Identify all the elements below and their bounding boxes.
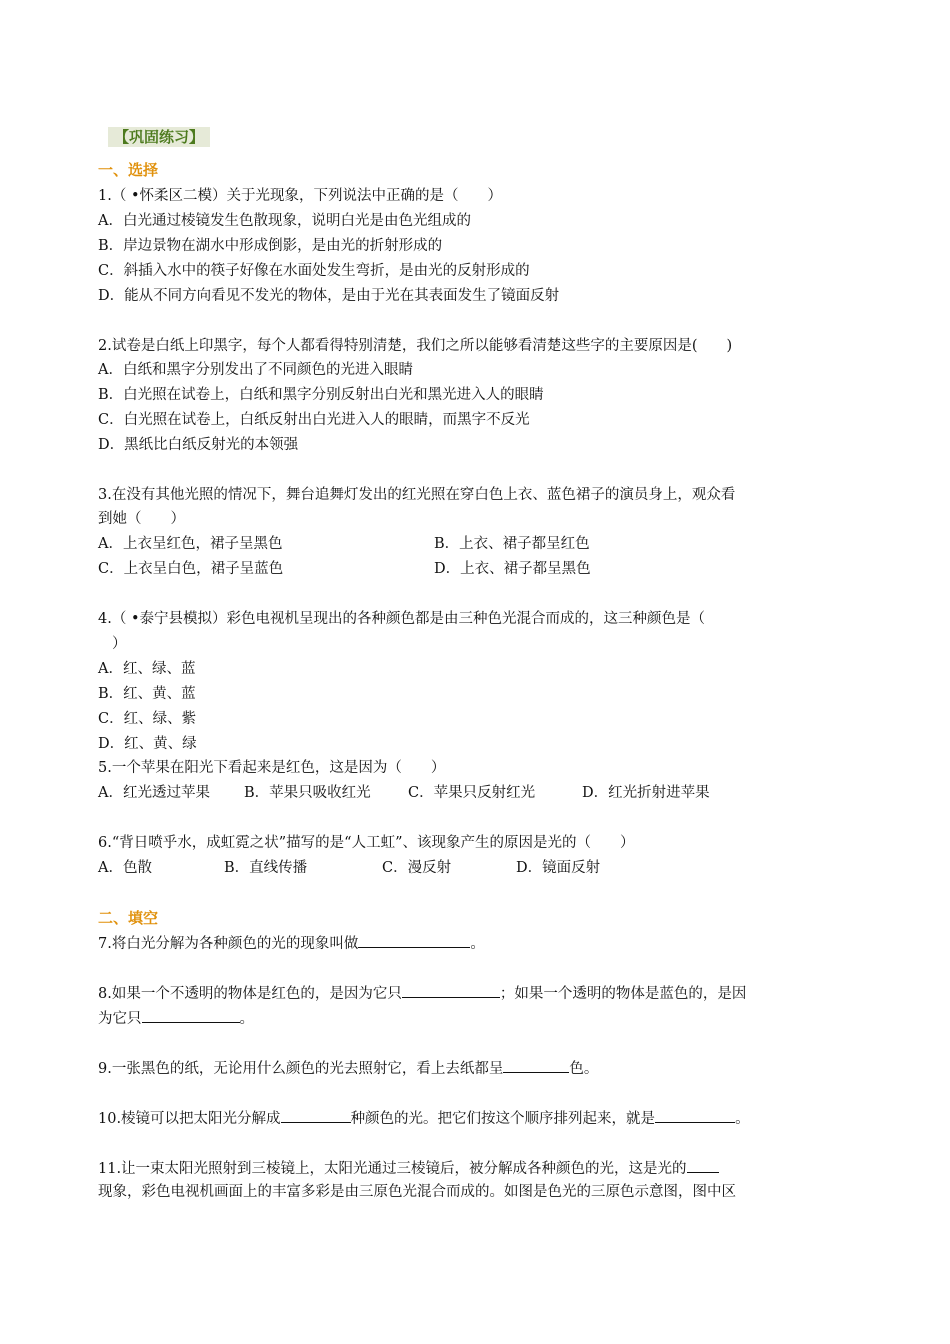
answer-blank[interactable] (687, 1158, 719, 1173)
answer-blank[interactable] (503, 1058, 569, 1073)
question-6-stem: 6.“背日喷乎水，成虹霓之状”描写的是“人工虹”、该现象产生的原因是光的（ ） (98, 835, 635, 851)
answer-blank[interactable] (402, 983, 500, 998)
question-3-option-c: C．上衣呈白色，裙子呈蓝色 (98, 561, 284, 577)
question-1-option-d: D．能从不同方向看见不发光的物体，是由于光在其表面发生了镜面反射 (98, 288, 560, 304)
question-4-option-b: B．红、黄、蓝 (98, 686, 196, 702)
question-2-option-d: D．黑纸比白纸反射光的本领强 (98, 437, 299, 453)
question-3-option-a: A．上衣呈红色，裙子呈黑色 (98, 536, 283, 552)
question-3-option-d: D．上衣、裙子都呈黑色 (434, 561, 591, 577)
answer-blank[interactable] (655, 1108, 735, 1123)
section-heading-choice: 一、选择 (98, 161, 159, 179)
question-3-stem-line2: 到她（ ） (98, 511, 185, 527)
question-11-line2: 现象，彩色电视机画面上的丰富多彩是由三原色光混合而成的。如图是色光的三原色示意图，图中区 (98, 1184, 736, 1200)
question-7-end: 。 (470, 936, 485, 952)
answer-blank[interactable] (142, 1008, 240, 1023)
question-9 (98, 1058, 598, 1079)
question-6-option-a: A．色散 (98, 860, 152, 876)
question-7 (98, 933, 485, 954)
question-4-option-a: A．红、绿、蓝 (98, 661, 196, 677)
question-7-text: 7.将白光分解为各种颜色的光的现象叫做 (98, 936, 359, 952)
question-11-line1 (98, 1158, 719, 1179)
question-4-option-c: C．红、绿、紫 (98, 711, 197, 727)
question-2-option-a: A．白纸和黑字分别发出了不同颜色的光进入眼睛 (98, 362, 413, 378)
question-8-mid: ；如果一个透明的物体是蓝色的，是因 (499, 986, 747, 1002)
question-9-end: 色。 (569, 1061, 599, 1077)
question-5-option-c: C．苹果只反射红光 (408, 785, 536, 801)
question-5-stem: 5.一个苹果在阳光下看起来是红色，这是因为（ ） (98, 760, 446, 776)
question-5-option-b: B．苹果只吸收红光 (244, 785, 371, 801)
question-2-option-b: B．白光照在试卷上，白纸和黑字分别反射出白光和黑光进入人的眼睛 (98, 387, 544, 403)
question-3-option-b: B．上衣、裙子都呈红色 (434, 536, 590, 552)
answer-blank[interactable] (281, 1108, 351, 1123)
question-6-option-d: D．镜面反射 (516, 860, 601, 876)
question-1-option-a: A．白光通过棱镜发生色散现象，说明白光是由色光组成的 (98, 213, 471, 229)
question-5-option-a: A．红光透过苹果 (98, 785, 210, 801)
question-8-line2-text: 为它只 (98, 1011, 142, 1027)
answer-blank[interactable] (358, 933, 470, 948)
question-10-end: 。 (735, 1111, 750, 1127)
question-4-stem-line2: ） (112, 636, 127, 652)
question-9-text: 9.一张黑色的纸，无论用什么颜色的光去照射它，看上去纸都呈 (98, 1061, 504, 1077)
question-3-stem-line1: 3.在没有其他光照的情况下，舞台追舞灯发出的红光照在穿白色上衣、蓝色裙子的演员身上，观众看 (98, 487, 736, 503)
question-10 (98, 1108, 750, 1129)
question-1-option-b: B．岸边景物在湖水中形成倒影，是由光的折射形成的 (98, 238, 443, 254)
question-8-end: 。 (239, 1011, 254, 1027)
question-8-line2 (98, 1008, 254, 1029)
section-title-consolidation: 【巩固练习】 (108, 127, 210, 147)
question-2-option-c: C．白光照在试卷上，白纸反射出白光进入人的眼睛，而黑字不反光 (98, 412, 530, 428)
question-4-stem-line1: 4.（ •泰宁县模拟）彩色电视机呈现出的各种颜色都是由三种色光混合而成的，这三种颜色是（ (98, 611, 705, 627)
question-6-option-b: B．直线传播 (224, 860, 308, 876)
section-heading-fill-blank: 二、填空 (98, 909, 159, 927)
question-8-line1 (98, 983, 746, 1004)
question-1-option-c: C．斜插入水中的筷子好像在水面处发生弯折，是由光的反射形成的 (98, 263, 530, 279)
question-4-option-d: D．红、黄、绿 (98, 736, 197, 752)
question-2-stem: 2.试卷是白纸上印黑字，每个人都看得特别清楚，我们之所以能够看清楚这些字的主要原因是( ) (98, 338, 733, 354)
question-8-text: 8.如果一个不透明的物体是红色的，是因为它只 (98, 986, 402, 1002)
question-10-mid: 种颜色的光。把它们按这个顺序排列起来，就是 (350, 1111, 656, 1127)
question-11-text: 11.让一束太阳光照射到三棱镜上，太阳光通过三棱镜后，被分解成各种颜色的光，这是光的 (98, 1161, 687, 1177)
question-5-option-d: D．红光折射进苹果 (582, 785, 710, 801)
question-10-text: 10.棱镜可以把太阳光分解成 (98, 1111, 281, 1127)
question-1-stem: 1.（ •怀柔区二模）关于光现象，下列说法中正确的是（ ） (98, 188, 502, 204)
question-6-option-c: C．漫反射 (382, 860, 452, 876)
